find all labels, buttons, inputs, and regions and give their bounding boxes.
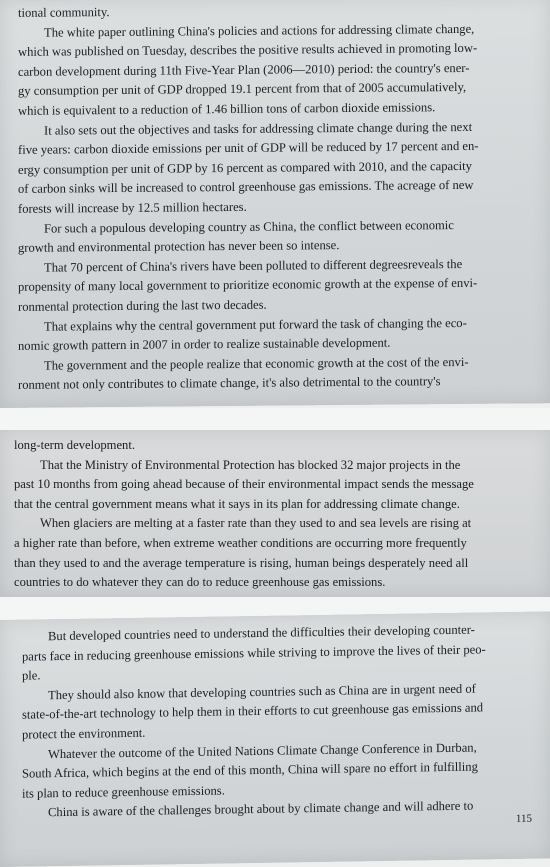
text-line: carbon development during 11th Five-Year Plan (2006—2010) period: the country's ener-: [18, 60, 470, 79]
text-line: The government and the people realize that economic growth at the cost of the envi-: [44, 354, 469, 373]
text-line: five years: carbon dioxide emissions per unit of GDP will be reduced by 17 percent and en-: [18, 138, 479, 157]
text-line: ple.: [22, 668, 41, 683]
text-line: forests will increase by 12.5 million hectares.: [18, 199, 247, 216]
text-line: That explains why the central government put forward the task of changing the eco-: [44, 315, 467, 334]
text-line: state-of-the-art technology to help them in their efforts to cut greenhouse gas emissions and: [22, 700, 484, 723]
text-line: For such a populous developing country as China, the conflict between economic: [44, 217, 454, 236]
photo-fragment-top: [0, 0, 550, 408]
text-line: That the Ministry of Environmental Protection has blocked 32 major projects in the: [40, 457, 461, 472]
text-line: gy consumption per unit of GDP dropped 19.1 percent from that of 2005 accumulatively,: [18, 80, 467, 99]
text-line: They should also know that developing countries such as China are in urgent need of: [48, 681, 476, 703]
text-line: It also sets out the objectives and tasks for addressing climate change during the next: [44, 119, 473, 138]
photo-fragment-middle: [0, 430, 550, 597]
photo-fragment-bottom: [0, 611, 550, 867]
text-line: that the central government means what it says in its plan for addressing climate change.: [14, 496, 460, 511]
text-line: growth and environmental protection has never been so intense.: [18, 238, 340, 255]
text-line: than they used to and the average temperature is rising, human beings desperately need all: [14, 555, 469, 570]
text-line: countries to do whatever they can do to reduce greenhouse gas emissions.: [14, 575, 386, 590]
text-line: propensity of many local government to prioritize economic growth at the expense of envi-: [18, 276, 478, 295]
text-line: When glaciers are melting at a faster rate than they used to and sea levels are rising at: [40, 516, 472, 531]
text-line: which was published on Tuesday, describes the positive results achieved in promoting low-: [18, 41, 478, 60]
text-line: past 10 months from going ahead because of their environmental impact sends the message: [14, 477, 474, 492]
photo-separator: [0, 408, 550, 430]
text-line: That 70 percent of China's rivers have been polluted to different degreesreveals the: [44, 256, 463, 275]
text-line: a higher rate than before, when extreme weather conditions are occurring more frequently: [14, 535, 467, 550]
text-line: China is aware of the challenges brought about by climate change and will adhere to: [48, 798, 474, 820]
text-line: which is equivalent to a reduction of 1.46 billion tons of carbon dioxide emissions.: [18, 100, 436, 118]
text-line: nomic growth pattern in 2007 in order to realize sustainable development.: [18, 335, 391, 353]
text-line: protect the environment.: [22, 725, 146, 742]
text-line: its plan to reduce greenhouse emissions.: [22, 783, 225, 801]
text-line: tional community.: [18, 5, 110, 20]
text-line: The white paper outlining China's policies and actions for addressing climate change,: [44, 21, 475, 40]
text-block-bottom: [22, 620, 538, 824]
text-line: ergy consumption per unit of GDP by 16 percent as compared with 2010, and the capacity: [18, 158, 472, 177]
text-line: ronmental protection during the last two decades.: [18, 297, 267, 314]
text-line: parts face in reducing greenhouse emissions while striving to improve the lives of their peo-: [22, 641, 486, 664]
text-line: South Africa, which begins at the end of this month, China will spare no effort in fulfilling: [22, 759, 478, 781]
page-number: 115: [515, 812, 532, 825]
text-line: Whatever the outcome of the United Nations Climate Change Conference in Durban,: [48, 740, 477, 761]
text-line: long-term development.: [14, 438, 136, 452]
text-line: ronment not only contributes to climate change, it's also detrimental to the country's: [18, 374, 441, 393]
text-line: But developed countries need to understand the difficulties their developing counter-: [48, 622, 475, 644]
text-block-top: [18, 0, 536, 396]
text-block-middle: [14, 436, 538, 593]
text-line: of carbon sinks will be increased to control greenhouse gas emissions. The acreage of new: [18, 178, 474, 197]
